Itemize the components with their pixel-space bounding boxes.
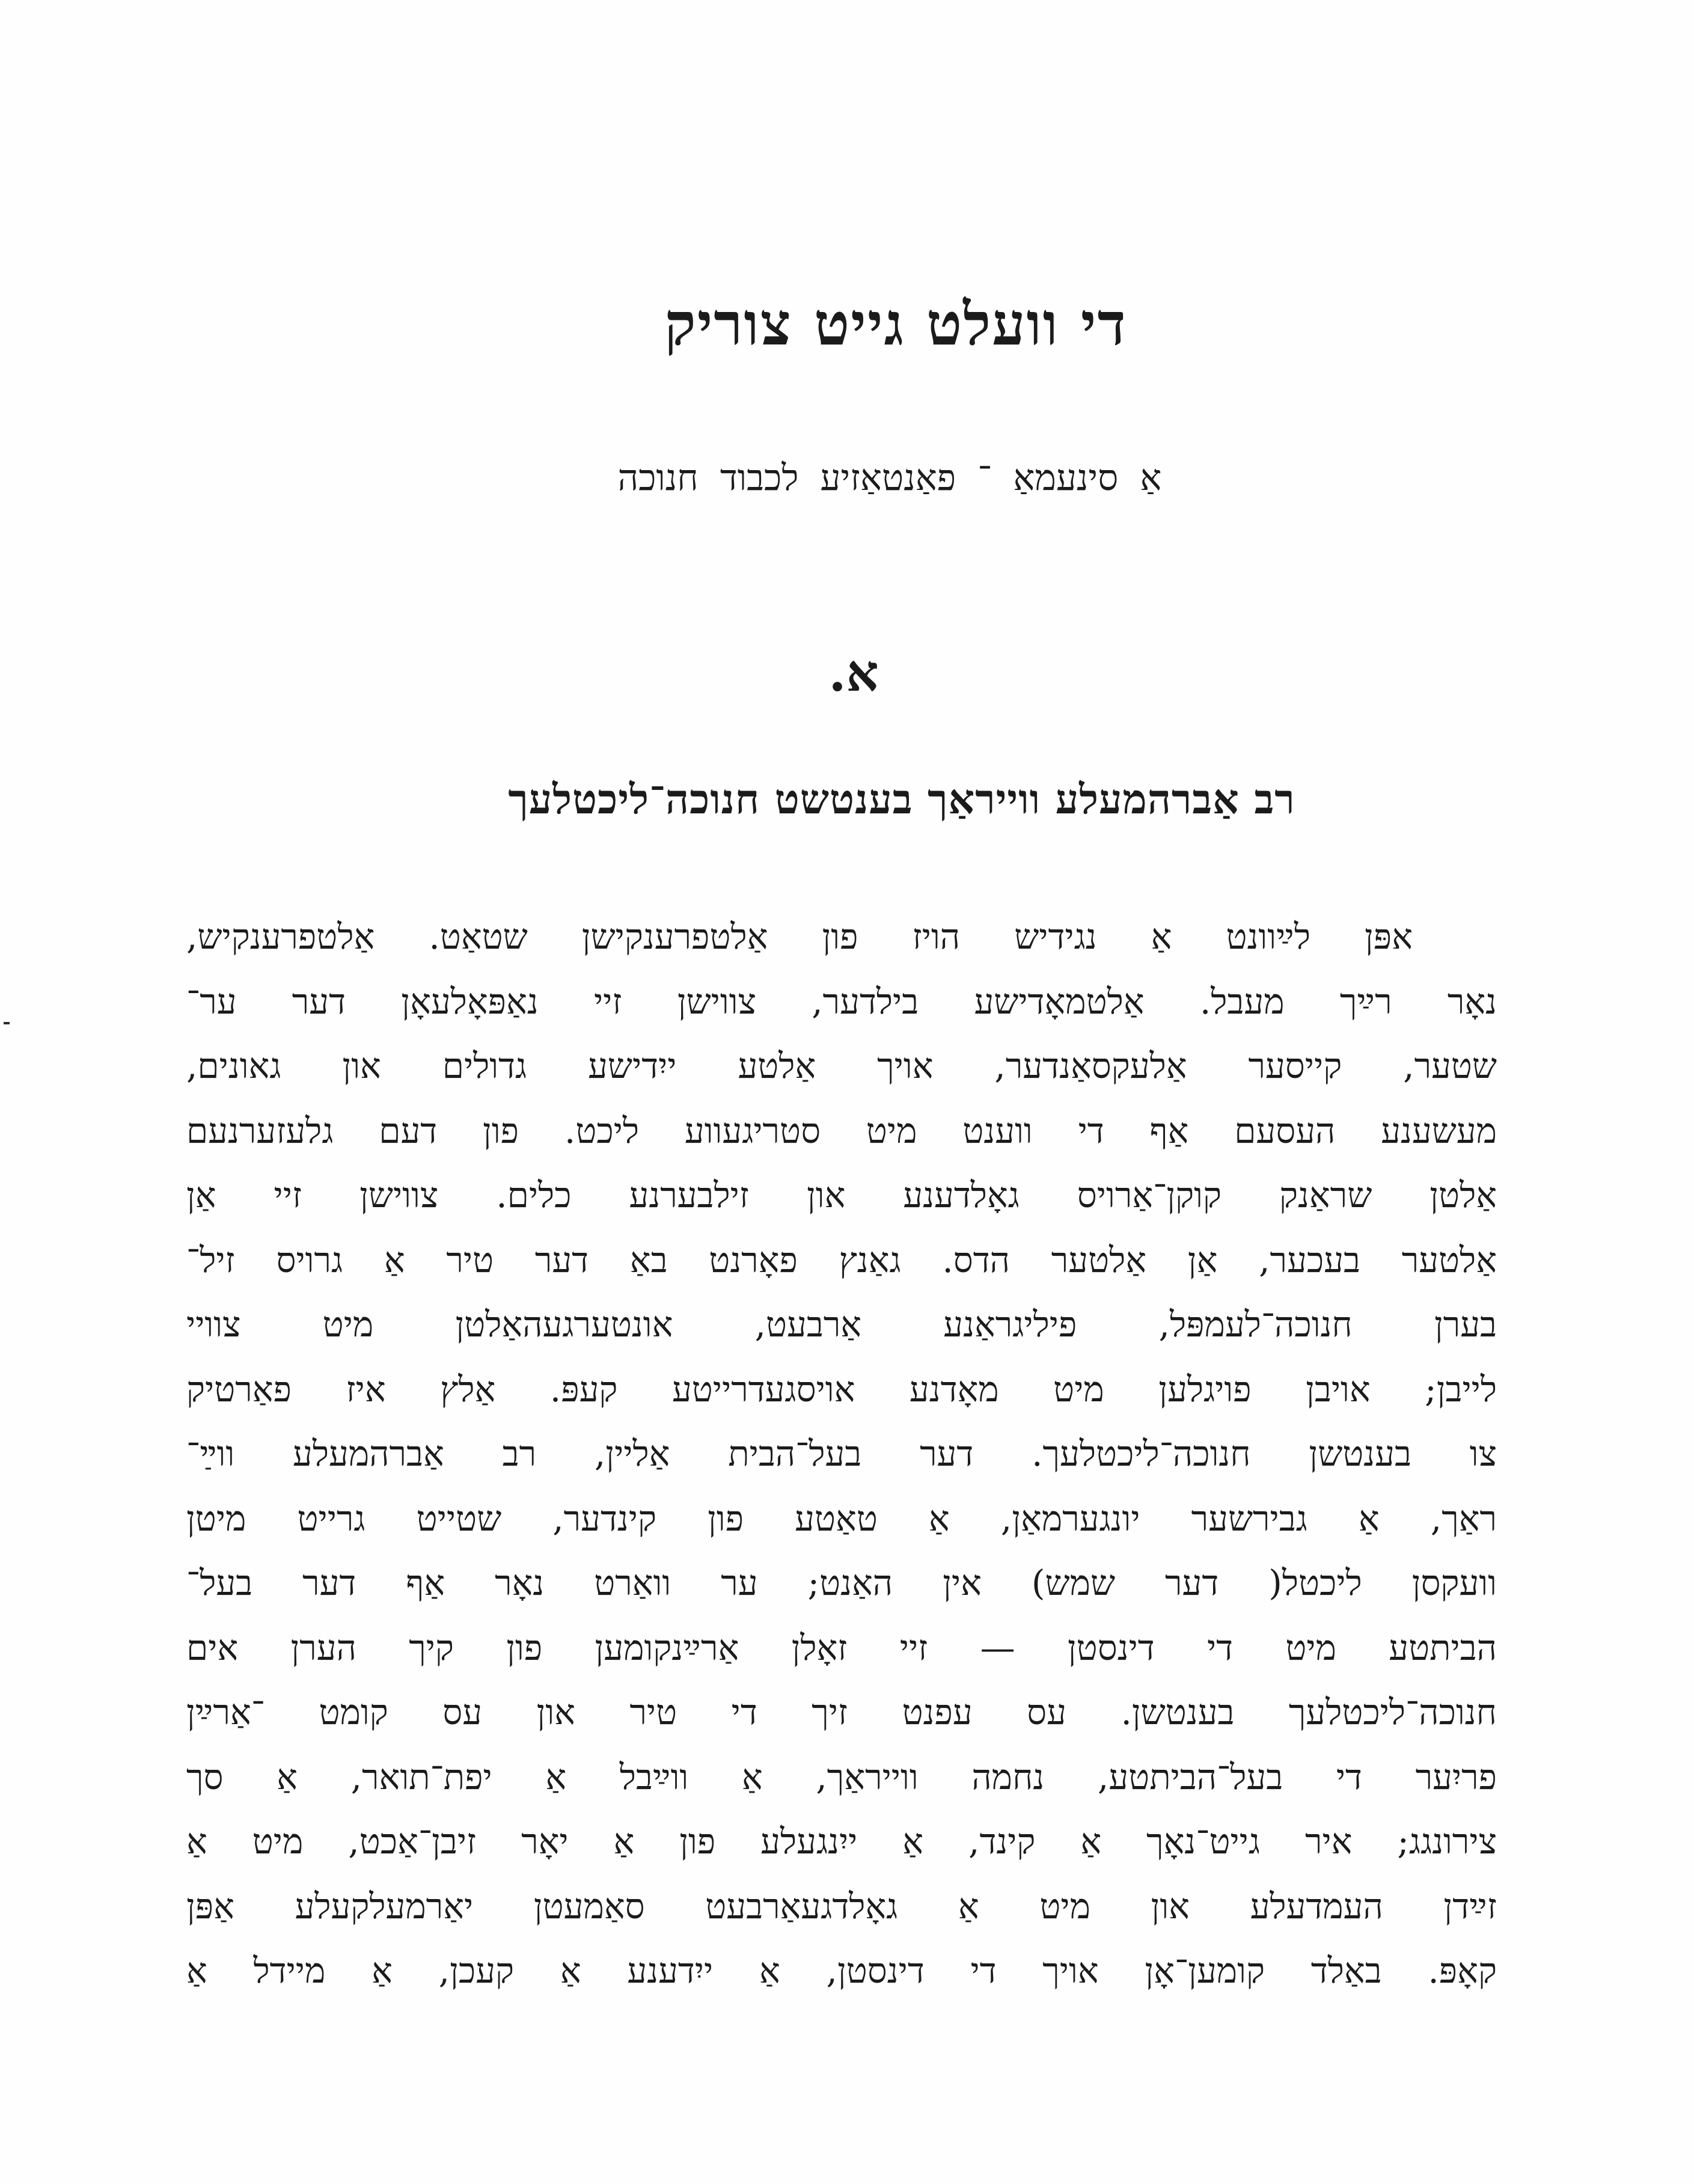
- text-line: מעשענע העסעם אַף די ווענט מיט סטריגעווע ליכט. פון דעם גלעזערנעם: [186, 1110, 1497, 1151]
- text-line: צירונגג; איר גייט־נאָך אַ קינד, אַ ייִנגעלע פון אַ יאָר זיבן־אַכט, מיט אַ: [186, 1821, 1497, 1862]
- text-line: בערן חנוכה־לעמפּל, פיליגראַנע אַרבעט, אונטערגעהאַלטן מיט צוויי: [186, 1304, 1497, 1345]
- chapter-title: רב אַברהמעלע ווייראַך בענטשט חנוכה־ליכטלעך: [508, 775, 1295, 824]
- text-line: שטער, קייסער אַלעקסאַנדער, אויך אַלטע ייִדישע גדולים און גאונים,: [186, 1045, 1497, 1086]
- text-line: הביתטע מיט די דינסטן — זיי זאָלן אַרײַנקומען פון קיך הערן אים: [186, 1627, 1497, 1668]
- text-line: צו בענטשן חנוכה־ליכטלעך. דער בעל־הבית אַליין, רב אַברהמעלע ווײַ־: [186, 1433, 1497, 1474]
- chapter-number: א.: [828, 643, 879, 703]
- text-line: וועקסן ליכטל( דער שמש) אין האַנט; ער וואַרט נאָר אַף דער בעל־: [186, 1562, 1497, 1603]
- body-paragraph: [186, 905, 1497, 2004]
- text-line: חנוכה־ליכטלעך בענטשן. עס עפנט זיך די טיר און עס קומט ־אַרײַן: [186, 1692, 1497, 1733]
- text-line: לייבן; אויבן פויגלען מיט מאָדנע אויסגעדרייטע קעפּ. אַלץ איז פאַרטיק: [186, 1368, 1497, 1410]
- scan-margin-mark: [4, 1022, 10, 1024]
- text-line: אַלטן שראַנק קוקן־אַרויס גאָלדענע און זילבערנע כלים. צווישן זיי אַן: [186, 1175, 1497, 1216]
- text-line: אפּן לײַוונט אַ נגידיש הויז פון אַלטפרענקישן שטאַט. אַלטפרענקיש,: [186, 916, 1413, 957]
- text-line: ראַך, אַ גבירשער יונגערמאַן, אַ טאַטע פון קינדער, שטייט גרייט מיטן: [186, 1497, 1497, 1539]
- text-line: זײַדן העמדעלע און מיט אַ גאָלדגעאַרבעט סאַמעטן יאַרמעלקעלע אַפּן: [186, 1885, 1497, 1927]
- page-subtitle: אַ סינעמאַ ־ פאַנטאַזיע לכבוד חנוכה: [617, 457, 1162, 499]
- text-line: אַלטער בעכער, אַן אַלטער הדס. גאַנץ פאָרנט באַ דער טיר אַ גרויס זיל־: [186, 1239, 1497, 1280]
- page-title: די וועלט גייט צוריק: [664, 290, 1127, 359]
- text-line: קאָפּ. באַלד קומען־אָן אויך די דינסטן, אַ ייִדענע אַ קעכן, אַ מיידל אַ: [186, 1950, 1497, 1991]
- text-line: נאָר רײַך מעבל. אַלטמאָדישע בילדער, צווישן זיי נאַפּאָלעאָן דער ער־: [186, 980, 1497, 1022]
- text-line: פריִער די בעל־הביתטע, נחמה ווייראַך, אַ ווײַבל אַ יפת־תואר, אַ סך: [186, 1756, 1497, 1797]
